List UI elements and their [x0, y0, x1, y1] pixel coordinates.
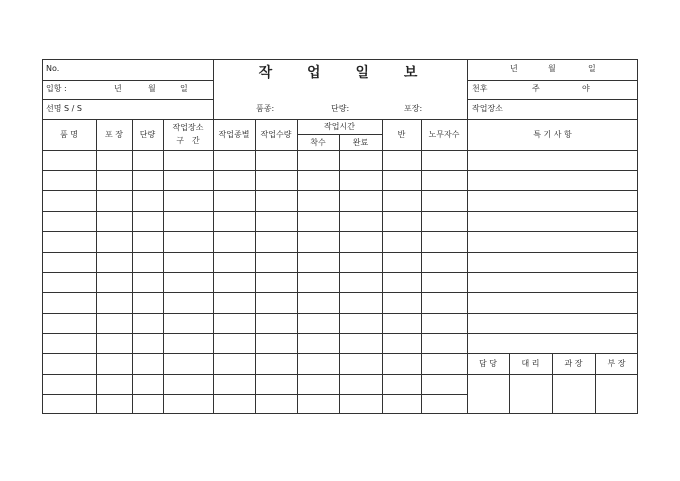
remarks-row-line: [467, 211, 638, 212]
remarks-row-line: [467, 170, 638, 171]
col-start: 착수: [310, 138, 326, 147]
col-work-type: 작업종별: [218, 130, 250, 139]
remarks-row-line: [467, 231, 638, 232]
col-finish: 완료: [352, 138, 369, 147]
arrival-label: 입항 :: [46, 84, 67, 93]
signoff-deputy: 대 리: [521, 359, 540, 368]
col-packing: 포 장: [105, 130, 123, 139]
column-line: [255, 119, 256, 414]
weather-night-label: 야: [582, 84, 590, 93]
remarks-row-line: [467, 272, 638, 273]
table-row-line: [42, 353, 467, 354]
unit-label: 단량:: [331, 104, 350, 113]
col-team: 반: [397, 130, 406, 139]
signoff-divider: [467, 374, 638, 375]
table-row-line: [42, 190, 467, 191]
column-line: [163, 119, 164, 414]
table-row-line: [42, 272, 467, 273]
table-row-line: [42, 333, 467, 334]
date-day-label: 일: [588, 64, 596, 73]
cargo-type-label: 품종:: [256, 104, 275, 113]
header-divider: [42, 99, 213, 100]
remarks-row-line: [467, 333, 638, 334]
col-unit: 단량: [139, 130, 156, 139]
table-row-line: [42, 374, 467, 375]
weather-label: 천후: [472, 84, 488, 93]
table-row-line: [42, 150, 467, 151]
arrival-day-label: 일: [180, 84, 188, 93]
arrival-year-label: 년: [114, 84, 122, 93]
title-char: 작: [258, 65, 277, 81]
column-line: [132, 119, 133, 414]
header-divider: [467, 99, 638, 100]
title-char: 보: [403, 65, 422, 81]
table-row-line: [42, 231, 467, 232]
col-work-time: 작업시간: [324, 122, 355, 131]
col-remarks: 특 기 사 항: [533, 130, 572, 139]
remarks-row-line: [467, 190, 638, 191]
table-row-line: [42, 313, 467, 314]
remarks-row-line: [467, 353, 638, 354]
header-divider: [42, 80, 213, 81]
column-line: [297, 119, 298, 414]
table-row-line: [42, 170, 467, 171]
table-row-line: [42, 252, 467, 253]
remarks-row-line: [467, 150, 638, 151]
col-labor-count: 노무자수: [428, 130, 460, 139]
table-row-line: [42, 292, 467, 293]
remarks-row-line: [467, 252, 638, 253]
column-line: [339, 134, 340, 414]
title-char: 일: [355, 65, 373, 81]
date-year-label: 년: [510, 64, 518, 73]
workplace-label: 작업장소: [472, 104, 503, 113]
table-row-line: [42, 394, 467, 395]
col-work-area-top: 작업장소: [172, 123, 204, 132]
no-label: No.: [46, 64, 60, 73]
signoff-in-charge: 담 당: [479, 359, 497, 368]
column-line: [96, 119, 97, 414]
col-item-name: 품 명: [60, 130, 78, 139]
column-line: [213, 119, 214, 414]
title-char: 업: [307, 65, 325, 81]
page-title: [213, 62, 467, 82]
col-work-area-bottom: 구 간: [176, 136, 200, 145]
header-divider: [467, 80, 638, 81]
weather-day-label: 주: [532, 84, 540, 93]
remarks-row-line: [467, 292, 638, 293]
signoff-section-chief: 과 장: [564, 359, 583, 368]
column-line: [421, 119, 422, 414]
ship-name-label: 선명 S / S: [46, 104, 82, 113]
table-row-line: [42, 211, 467, 212]
arrival-month-label: 월: [148, 84, 156, 93]
packing-label: 포장:: [404, 104, 423, 113]
signoff-dept-head: 부 장: [607, 359, 626, 368]
remarks-row-line: [467, 313, 638, 314]
date-month-label: 월: [548, 64, 556, 73]
column-line: [382, 119, 383, 414]
col-work-qty: 작업수량: [260, 130, 292, 139]
